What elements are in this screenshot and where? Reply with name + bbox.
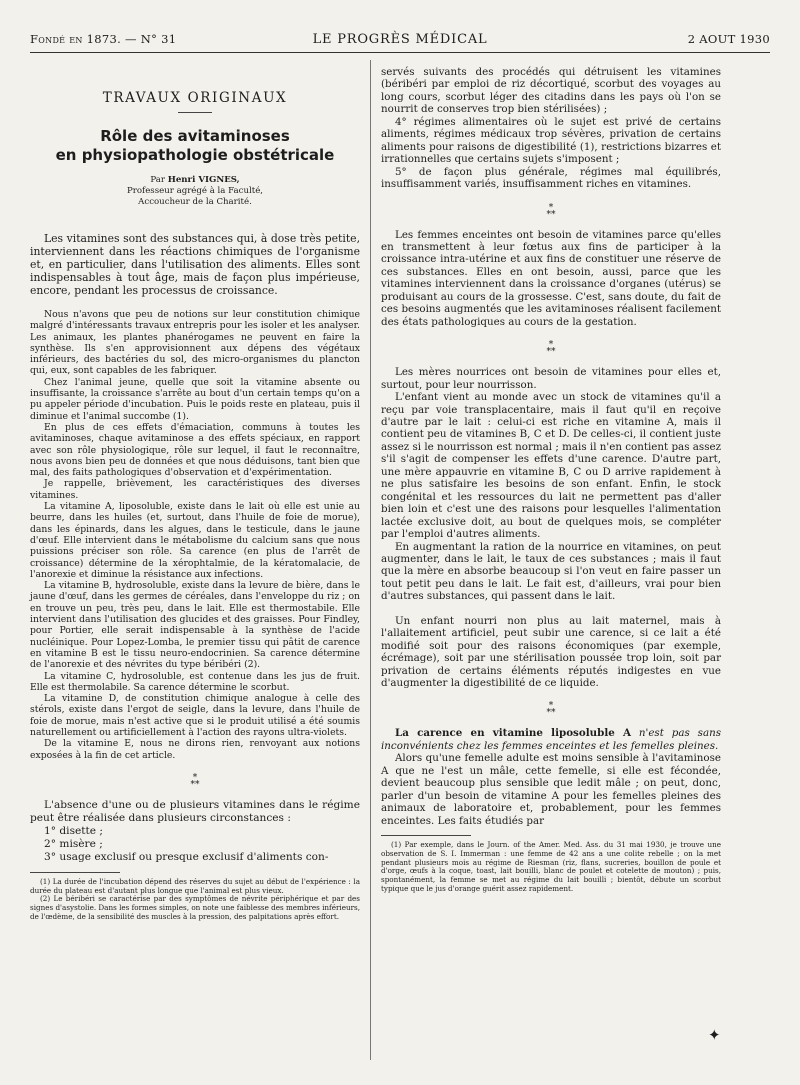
list-item: 1° disette ;: [44, 824, 104, 837]
paragraph: Un enfant nourri non plus au lait maternel, mais à l'allaitement artificiel, peut subir une carence, si ce lait a été modifié soit pour des raisons économiques (par exemple, écrémage), soit par une stérilisation poussée trop loin, soit par privation de certains éléments réputés indigestes en vue d'augmenter la digestibilité de ce liquide.: [381, 614, 721, 690]
paragraph-vitamin-d: La vitamine D, de constitution chimique analogue à celle des stérols, existe dans l'ergot de seigle, dans la levure, dans l'huile de foie de morue, mais n'est active que si le produit utilisé a été soumis naturellement ou artificiellement à l'action des rayons ultra-violets.: [30, 693, 360, 738]
section-asterism: [30, 772, 360, 790]
lead-paragraph: Les vitamines sont des substances qui, à dose très petite, interviennent dans les réactions chimiques de l'organisme et, en particulier, dans l'utilisation des aliments. Elles sont indispensables à tout âge, mais de façon plus impérieuse, encore, pendant les processus de croissance.: [30, 232, 360, 297]
paragraph: L'absence d'une ou de plusieurs vitamines dans le régime peut être réalisée dans plusieurs circonstances :: [30, 798, 360, 824]
asterism-star-pair: **: [546, 347, 556, 358]
asterism-star-pair: **: [546, 209, 556, 220]
paragraph: Je rappelle, brièvement, les caractéristiques des diverses vitamines.: [30, 478, 360, 501]
ornament-cross-icon: ✦: [708, 1026, 721, 1044]
paragraph: Chez l'animal jeune, quelle que soit la vitamine absente ou insuffisante, la croissance s'arrête au bout d'un certain temps qu'on a pu appeler période d'incubation. Puis le poids reste en plateau, puis il diminue et l'animal succombe (1).: [30, 376, 360, 422]
paragraph-vitamin-b: La vitamine B, hydrosoluble, existe dans la levure de bière, dans le jaune d'œuf, dans les germes de céréales, dans l'enveloppe du riz ; on en trouve un peu, très peu, dans le lait. Elle est thermostabile. Elle intervient dans l'utilisation des glucides et des graisses. Pour Findley, pour Portier, elle serait indispensable à la synthèse de l'acide nucléinique. Pour Lopez-Lomba, le premier tissu qui pâtit de carence en vitamine B est le tissu neuro-endocrinien. Sa carence détermine de l'anorexie et des névrites du type béribéri (2).: [30, 580, 360, 671]
paragraph: En augmentant la ration de la nourrice en vitamines, on peut augmenter, dans le lait, le taux de ces substances ; mais il faut que la mère en absorbe beaucoup si l'on veut en faire passer un tout petit peu dans le lait. Le fait est, d'ailleurs, vrai pour bien d'autres substances, qui passent dans le lait.: [381, 540, 721, 603]
title-line-2: en physiopathologie obstétricale: [55, 146, 335, 164]
asterism-star-pair: **: [190, 779, 200, 790]
section-asterism: [381, 703, 721, 717]
paragraph: Nous n'avons que peu de notions sur leur constitution chimique malgré d'intéressants travaux entrepris pour les isoler et les analyser. Les animaux, les plantes phanérogames ne peuvent en faire la synthèse. Ils s'en approvisionnent aux dépens des végétaux inférieurs, des bactéries du sol, des micro-organismes du plancton qui, eux, sont capables de les fabriquer.: [30, 309, 360, 377]
run-in-italic: n'est pas sans inconvénients chez les femmes enceintes et les femelles pleines.: [381, 727, 721, 752]
author-affiliation-1: Professeur agrégé à la Faculté,: [126, 186, 264, 196]
list-item: 4° régimes alimentaires où le sujet est privé de certains aliments, régimes médicaux trop sévères, privation de certains aliments pour raisons de digestibilité (1), restrictions bizarres et irrationnelles que certains sujets s'imposent ;: [381, 115, 721, 166]
footnote-rule: [381, 835, 471, 836]
paragraph-vitamin-a-carence: [381, 727, 721, 752]
asterism-star: *: [548, 701, 554, 712]
paragraph-vitamin-a: La vitamine A, liposoluble, existe dans le lait où elle est unie au beurre, dans les huiles (et, surtout, dans l'huile de foie de morue), dans les épinards, dans les algues, dans le testicule, dans le jaune d'œuf. Elle intervient dans le métabolisme du calcium sans que nous puissions préciser son rôle. Sa carence (en plus de l'arrêt de croissance) détermine de la xérophtalmie, de la kératomalacie, de l'anorexie et diminue la résistance aux infections.: [30, 501, 360, 580]
footnote: (1) La durée de l'incubation dépend des réserves du sujet au début de l'expérience : la durée du plateau est d'autant plus longue que l'animal est plus vieux.: [30, 876, 360, 895]
section-asterism: [381, 202, 721, 220]
paragraph-vitamin-c: La vitamine C, hydrosoluble, est contenue dans les jus de fruit. Elle est thermolabile. Sa carence détermine le scorbut.: [30, 670, 360, 693]
paragraph: servés suivants des procédés qui détruisent les vitamines (béribéri par emploi de riz décortiqué, scorbut des voyages au long cours, scorbut léger des citadins dans les pays où l'on se nourrit de conserves trop bien stérilisées) ;: [381, 66, 721, 116]
journal-title: LE PROGRÈS MÉDICAL: [312, 32, 488, 47]
paragraph: L'enfant vient au monde avec un stock de vitamines qu'il a reçu par voie transplacentaire, mais il faut qu'il en reçoive d'autre par le lait : celui-ci est riche en vitamine A, mais il contient peu de vitamines B, C et D. De celles-ci, il contient juste assez si le nourrisson est normal ; mais il n'en contient pas assez s'il s'agit de compenser les effets d'une carence. D'autre part, une mère appauvrie en vitamine B, C ou D arrive rapidement à ne plus satisfaire les besoins de son enfant. Enfin, le stock congénital et les ressources du lait ne permettent pas d'aller bien loin et c'est une des raisons pour lesquelles l'alimentation lactée exclusive doit, au bout de quelques mois, se compléter par l'emploi d'autres aliments.: [381, 391, 721, 541]
paragraph: Les femmes enceintes ont besoin de vitamines parce qu'elles en transmettent à leur fœtus aux fins de participer à la croissance intra-utérine et aux fins de constituer une réserve de ces substances. Elles en ont besoin, aussi, parce que les vitamines interviennent dans la croissance d'organes (utérus) se produisant au cours de la grossesse. C'est, sans doute, du fait de ces besoins augmentés que les avitaminoses réalisent facilement des états pathologiques au cours de la gestation.: [381, 228, 721, 328]
footnote-rule: [30, 872, 120, 873]
running-head: [30, 32, 770, 50]
footnote: (1) Par exemple, dans le Journ. of the Amer. Med. Ass. du 31 mai 1930, je trouve une observation de S. I. Immerman : une femme de 42 ans a une colite rebelle ; on la met pendant plusieurs mois au régime de Riesman (riz, flans, sucreries, bouillon de poule et d'orge, œufs à la coque, toast, lait bouilli, blanc de poulet et cotelette de mouton) ; puis, spontanément, la femme se met au régime du lait bouilli ; bientôt, débute un scorbut typique que le jus d'orange guérit assez rapidement.: [381, 840, 721, 893]
title-line-1: Rôle des avitaminoses: [100, 127, 290, 145]
section-rule: [178, 112, 212, 113]
author-line: [30, 175, 360, 186]
byline: [30, 175, 360, 208]
right-column: [381, 66, 721, 893]
asterism-star: *: [192, 772, 198, 783]
header-rule: [30, 52, 770, 53]
section-title: TRAVAUX ORIGINAUX: [102, 90, 288, 106]
list-item: 2° misère ;: [44, 837, 103, 850]
left-column: [30, 66, 360, 921]
article-title: [30, 127, 360, 165]
list-item: 3° usage exclusif ou presque exclusif d'aliments con-: [44, 850, 329, 863]
paragraph: Les mères nourrices ont besoin de vitamines pour elles et, surtout, pour leur nourrisson.: [381, 366, 721, 391]
column-divider: [370, 60, 371, 1060]
byline-prefix: Par: [150, 175, 165, 185]
section-asterism: [381, 342, 721, 356]
author-affiliation-2: Accoucheur de la Charité.: [138, 197, 252, 207]
founding-issue-label: Fondé en 1873. — N° 31: [30, 32, 177, 46]
footnote: (2) Le béribéri se caractérise par des symptômes de névrite périphérique et par des signes d'asystolie. Dans les formes simples, on note une faiblesse des membres inférieurs, de l'œdème, de la sensibilité des muscles à la pression, des palpitations après effort.: [30, 894, 360, 921]
paragraph: En plus de ces effets d'émaciation, communs à toutes les avitaminoses, chaque avitaminose a des effets spéciaux, en rapport avec son rôle physiologique, rôle sur lequel, il faut le reconnaître, nous avons bien peu de données et que nous déduisons, tant bien que mal, des faits pathologiques d'observation et d'expérimentation.: [30, 421, 360, 479]
issue-date: 2 AOUT 1930: [687, 32, 770, 46]
paragraph-vitamin-e: De la vitamine E, nous ne dirons rien, renvoyant aux notions exposées à la fin de cet article.: [30, 738, 360, 761]
paragraph: Alors qu'une femelle adulte est moins sensible à l'avitaminose A que ne l'est un mâle, cette femelle, si elle est fécondée, devient beaucoup plus sensible que ledit mâle ; on peut, donc, parler d'un besoin de vitamine A pour les femelles pleines des animaux de laboratoire et, probablement, pour les femmes enceintes. Les faits étudiés par: [381, 752, 721, 827]
asterism-star: *: [548, 202, 554, 213]
asterism-star: *: [548, 340, 554, 351]
author-name: Henri VIGNES,: [167, 175, 240, 185]
list-item: 5° de façon plus générale, régimes mal équilibrés, insuffisamment variés, insuffisamment riches en vitamines.: [381, 165, 721, 191]
asterism-star-pair: **: [546, 708, 556, 719]
run-in-heading: La carence en vitamine liposoluble A: [395, 727, 631, 740]
